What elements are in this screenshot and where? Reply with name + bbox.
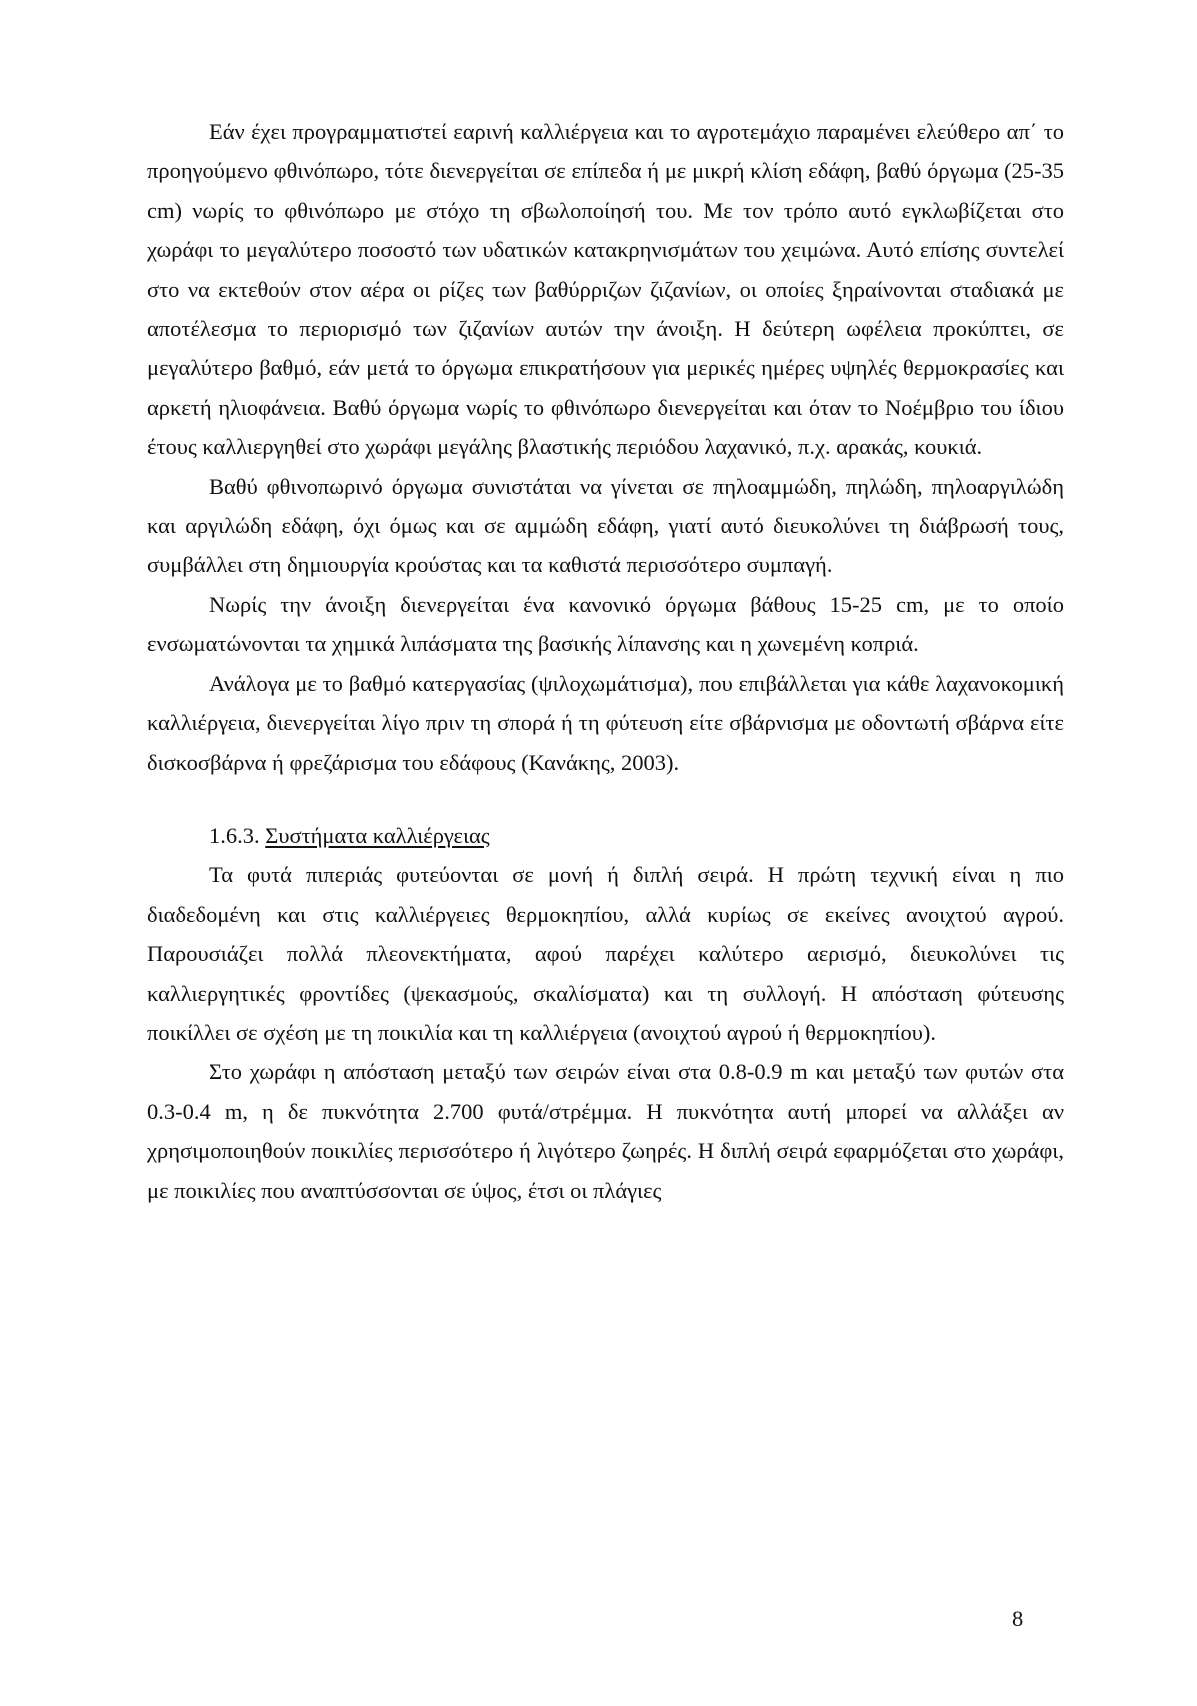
section-number: 1.6.3.	[209, 822, 260, 848]
paragraph-spring-ploughing: Νωρίς την άνοιξη διενεργείται ένα κανονικό όργωμα βάθους 15-25 cm, με το οποίο ενσωματώνονται τα χημικά λιπάσματα της βασικής λίπανσης και η χωνεμένη κοπριά.	[147, 591, 1064, 657]
paragraph-autumn-ploughing: Εάν έχει προγραμματιστεί εαρινή καλλιέργεια και το αγροτεμάχιο παραμένει ελεύθερο απ΄ το προηγούμενο φθινόπωρο, τότε διενεργείται σε επίπεδα ή με μικρή κλίση εδάφη, βαθύ όργωμα (25-35 cm) νωρίς το φθινόπωρο με στόχο τη σβωλοποίησή του. Με τον τρόπο αυτό εγκλωβίζεται στο χωράφι το μεγαλύτερο ποσοστό των υδατικών κατακρηνισμάτων του χειμώνα. Αυτό επίσης συντελεί στο να εκτεθούν στον αέρα οι ρίζες των βαθύρριζων ζιζανίων, οι οποίες ξηραίνονται σταδιακά με αποτέλεσμα το περιορισμό των ζιζανίων αυτών την άνοιξη. Η δεύτερη ωφέλεια προκύπτει, σε μεγαλύτερο βαθμό, εάν μετά το όργωμα επικρατήσουν για μερικές ημέρες υψηλές θερμοκρασίες και αρκετή ηλιοφάνεια. Βαθύ όργωμα νωρίς το φθινόπωρο διενεργείται και όταν το Νοέμβριο του ίδιου έτους καλλιεργηθεί στο χωράφι μεγάλης βλαστικής περιόδου λαχανικό, π.χ. αρακάς, κουκιά.	[147, 119, 1064, 460]
paragraph-deep-ploughing-soils: Βαθύ φθινοπωρινό όργωμα συνιστάται να γίνεται σε πηλοαμμώδη, πηλώδη, πηλοαργιλώδη και αργιλώδη εδάφη, όχι όμως και σε αμμώδη εδάφη, γιατί αυτό διευκολύνει τη διάβρωσή τους, συμβάλλει στη δημιουργία κρούστας και τα καθιστά περισσότερο συμπαγή.	[147, 473, 1064, 578]
section-title: Συστήματα καλλιέργειας	[265, 822, 490, 848]
paragraph-planting-rows: Τα φυτά πιπεριάς φυτεύονται σε μονή ή διπλή σειρά. Η πρώτη τεχνική είναι η πιο διαδεδομένη και στις καλλιέργειες θερμοκηπίου, αλλά κυρίως σε εκείνες ανοιχτού αγρού. Παρουσιάζει πολλά πλεονεκτήματα, αφού παρέχει καλύτερο αερισμό, διευκολύνει τις καλλιεργητικές φροντίδες (ψεκασμούς, σκαλίσματα) και τη συλλογή. Η απόσταση φύτευσης ποικίλλει σε σχέση με τη ποικιλία και τη καλλιέργεια (ανοιχτού αγρού ή θερμοκηπίου).	[147, 862, 1064, 1045]
section-heading	[147, 816, 1064, 855]
paragraph-harrowing: Ανάλογα με το βαθμό κατεργασίας (ψιλοχωμάτισμα), που επιβάλλεται για κάθε λαχανοκομική καλλιέργεια, διενεργείται λίγο πριν τη σπορά ή τη φύτευση είτε σβάρνισμα με οδοντωτή σβάρνα είτε δισκοσβάρνα ή φρεζάρισμα του εδάφους (Κανάκης, 2003).	[147, 670, 1064, 775]
document-page	[147, 112, 1064, 1210]
paragraph-planting-distances: Στο χωράφι η απόσταση μεταξύ των σειρών είναι στα 0.8-0.9 m και μεταξύ των φυτών στα 0.3-0.4 m, η δε πυκνότητα 2.700 φυτά/στρέμμα. Η πυκνότητα αυτή μπορεί να αλλάξει αν χρησιμοποιηθούν ποικιλίες περισσότερο ή λιγότερο ζωηρές. Η διπλή σειρά εφαρμόζεται στο χωράφι, με ποικιλίες που αναπτύσσονται σε ύψος, έτσι οι πλάγιες	[147, 1059, 1064, 1203]
page-number: 8	[1012, 1606, 1024, 1631]
